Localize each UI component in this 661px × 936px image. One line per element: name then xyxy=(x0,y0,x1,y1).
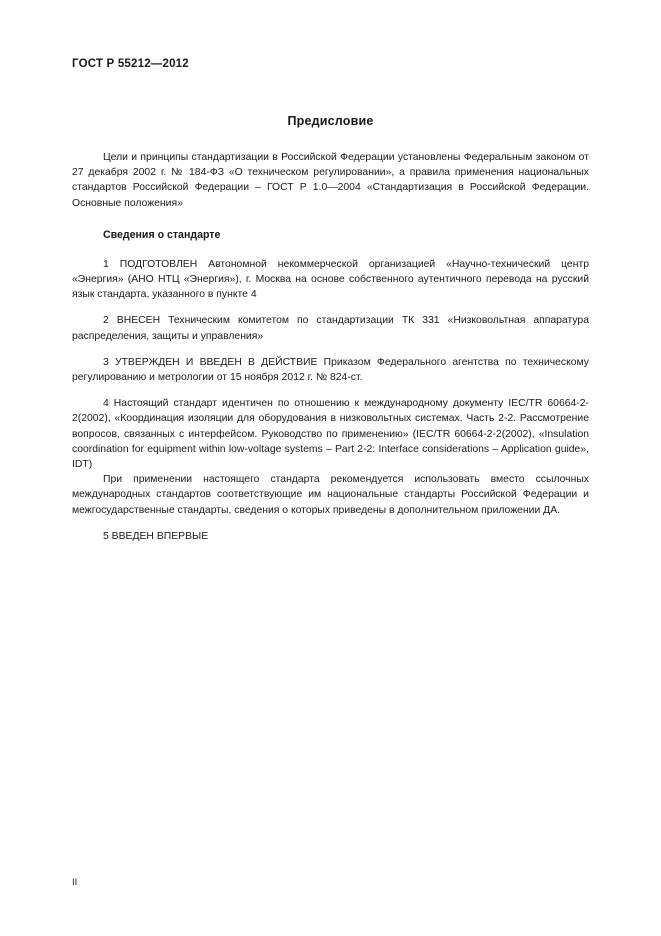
page-title: Предисловие xyxy=(287,114,374,128)
clause-4-note-reference-standards: При применении настоящего стандарта рекомендуется использовать вместо ссылочных международных стандартов соответствующие им национальные стандарты Российской Федерации и межгосударственные стандарты, сведения о которых приведены в дополнительном приложении ДА. xyxy=(72,474,589,516)
clause-1-prepared-by: 1 ПОДГОТОВЛЕН Автономной некоммерческой организацией «Научно-технический центр «Энергия» (АНО НТЦ «Энергия»), г. Москва на основе собственного аутентичного перевода на русский язык стандарта, указанного в пункте 4 xyxy=(72,258,589,301)
clause-5-introduced-first-time: 5 ВВЕДЕН ВПЕРВЫЕ xyxy=(103,530,209,542)
clause-3-approved-by: 3 УТВЕРЖДЕН И ВВЕДЕН В ДЕЙСТВИЕ Приказом Федерального агентства по техническому регулированию и метрологии от 15 ноября 2012 г. № 824-ст. xyxy=(72,356,589,384)
page-number: II xyxy=(72,877,78,888)
clause-2-submitted-by: 2 ВНЕСЕН Техническим комитетом по стандартизации ТК 331 «Низковольтная аппаратура распределения, защиты и управления» xyxy=(72,315,589,342)
standard-number-header: ГОСТ Р 55212—2012 xyxy=(72,58,189,70)
clause-4-identical-to: 4 Настоящий стандарт идентичен по отношению к международному документу IEC/TR 60664-2-2(2002), «Координация изоляции для оборудования в низковольтных системах. Часть 2-2. Рассмотрение вопросов, связанных с интерфейсом. Руководство по применению» (IEC/TR 60664-2-2(2002), «Insulation coordination for equipment within low-voltage systems – Part 2-2: Interface considerations – Application guide», IDT) xyxy=(72,398,589,471)
section-heading-standard-info: Сведения о стандарте xyxy=(103,228,221,241)
intro-paragraph: Цели и принципы стандартизации в Российской Федерации установлены Федеральным законом от 27 декабря 2002 г. № 184-ФЗ «О техническом регулировании», а правила применения национальных стандартов Российской Федерации – ГОСТ Р 1.0—2004 «Стандартизация в Российской Федерации. Основные положения» xyxy=(72,152,589,209)
